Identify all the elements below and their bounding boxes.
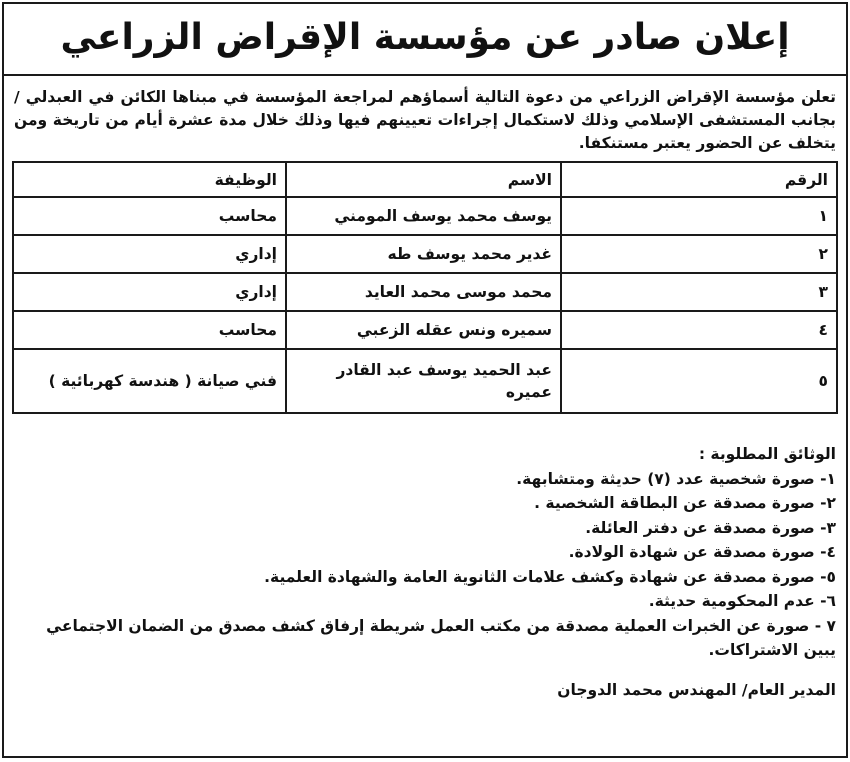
document-item: ٣- صورة مصدقة عن دفتر العائلة. bbox=[585, 518, 836, 537]
row-job: محاسب bbox=[13, 311, 286, 349]
table-row bbox=[13, 311, 837, 349]
row-number: ٤ bbox=[561, 311, 837, 349]
row-name: يوسف محمد يوسف المومني bbox=[286, 197, 561, 235]
document-item: ٢- صورة مصدقة عن البطاقة الشخصية . bbox=[534, 494, 836, 512]
row-job: إداري bbox=[13, 235, 286, 273]
document-item: ٧ - صورة عن الخبرات العملية مصدقة من مكتب العمل شريطة إرفاق كشف مصدق من الضمان الاجتماعي يبين الاشتراكات. bbox=[46, 616, 836, 659]
table-row bbox=[13, 197, 837, 235]
row-name: محمد موسى محمد العايد bbox=[286, 273, 561, 311]
table-row bbox=[13, 273, 837, 311]
document-item: ٦- عدم المحكومية حديثة. bbox=[648, 592, 836, 610]
table-row bbox=[13, 235, 837, 273]
announcement-title: إعلان صادر عن مؤسسة الإقراض الزراعي bbox=[60, 17, 790, 58]
document-item: ٥- صورة مصدقة عن شهادة وكشف علامات الثانوية العامة والشهادة العلمية. bbox=[264, 567, 836, 586]
row-name: غدير محمد يوسف طه bbox=[286, 235, 561, 273]
document-item: ١- صورة شخصية عدد (٧) حديثة ومتشابهة. bbox=[516, 469, 836, 488]
intro-paragraph: تعلن مؤسسة الإقراض الزراعي من دعوة التالية أسماؤهم لمراجعة المؤسسة في مبناها الكائن في العبدلي / بجانب المستشفى الإسلامي وذلك لاستكمال إجراءات تعيينهم فيها وذلك خلال مدة عشرة أيام من تاريخة ومن يتخلف عن الحضور يعتبر مستنكفا. bbox=[14, 88, 836, 152]
table-header-row bbox=[13, 162, 837, 197]
document-item: ٤- صورة مصدقة عن شهادة الولادة. bbox=[568, 543, 836, 561]
announcement bbox=[2, 2, 848, 758]
header-name: الاسم bbox=[286, 162, 561, 197]
header-number: الرقم bbox=[561, 162, 837, 197]
row-job: محاسب bbox=[13, 197, 286, 235]
table-row bbox=[13, 349, 837, 413]
documents-heading: الوثائق المطلوبة : bbox=[698, 445, 836, 463]
signature-line: المدير العام/ المهندس محمد الدوجان bbox=[557, 680, 836, 699]
staff-table bbox=[12, 161, 838, 414]
row-name: سميره ونس عقله الزعبي bbox=[286, 311, 561, 349]
row-job: فني صيانة ( هندسة كهربائية ) bbox=[13, 349, 286, 413]
row-number: ٣ bbox=[561, 273, 837, 311]
required-documents bbox=[4, 414, 846, 663]
row-number: ١ bbox=[561, 197, 837, 235]
row-job: إداري bbox=[13, 273, 286, 311]
row-number: ٢ bbox=[561, 235, 837, 273]
row-name: عبد الحميد يوسف عبد القادر عميره bbox=[286, 349, 561, 413]
header-job: الوظيفة bbox=[13, 162, 286, 197]
row-number: ٥ bbox=[561, 349, 837, 413]
